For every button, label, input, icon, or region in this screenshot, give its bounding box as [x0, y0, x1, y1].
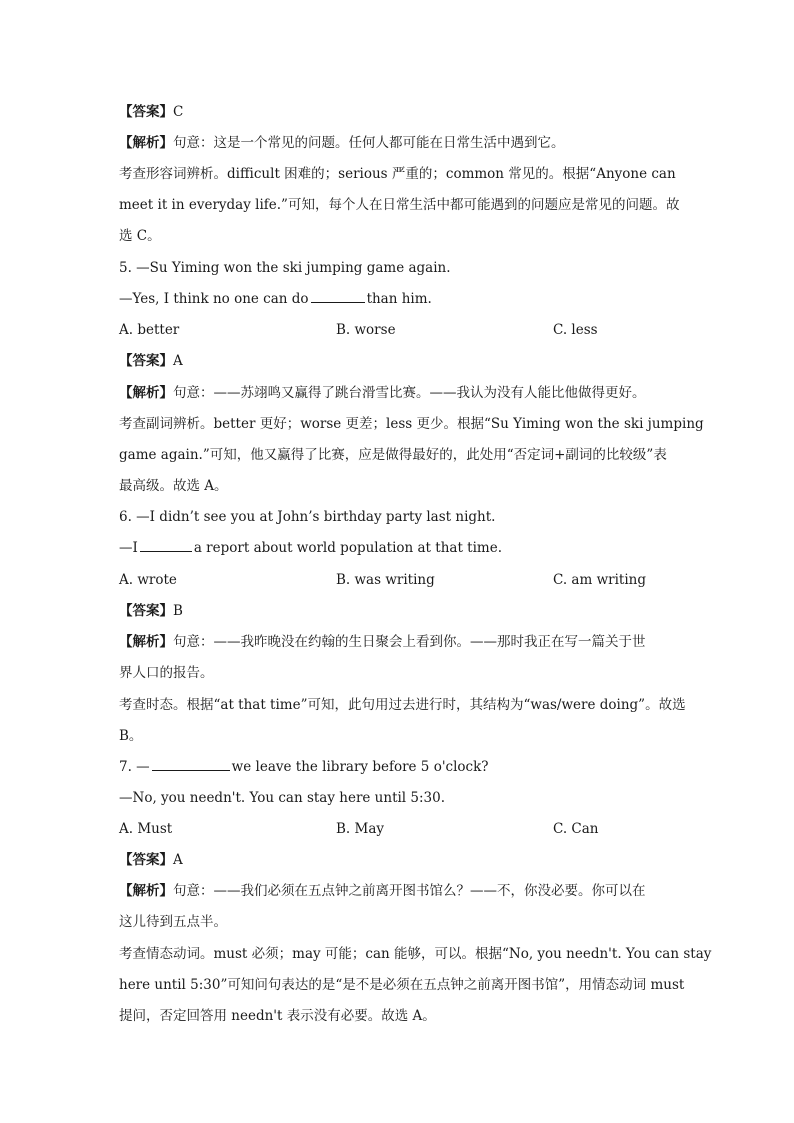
q7-analysis-line-3: 考查情态动词。must 必须；may 可能；can 能够，可以。根据“No, you needn't. You can stay	[119, 946, 712, 962]
option-b: B. was writing	[336, 572, 435, 588]
q5-stem-line-1: 5. —Su Yiming won the ski jumping game again.	[119, 260, 451, 276]
analysis-tag: 【解析】	[119, 883, 173, 899]
q7-answer	[119, 851, 679, 869]
answer-value: A	[173, 353, 183, 369]
q5-analysis-line-2: 考查副词辨析。better 更好；worse 更差；less 更少。根据“Su Yiming won the ski jumping	[119, 416, 704, 432]
option-c: C. Can	[553, 821, 599, 837]
q6-stem-line-1: 6. —I didn’t see you at John’s birthday party last night.	[119, 509, 496, 525]
stem-text: than him.	[366, 291, 432, 307]
analysis-tag: 【解析】	[119, 634, 173, 650]
stem-text: we leave the library before 5 o'clock?	[231, 759, 489, 775]
q6-answer	[119, 602, 679, 620]
q5-answer	[119, 352, 679, 370]
stem-text: —I	[119, 540, 138, 556]
option-c: C. am writing	[553, 572, 646, 588]
stem-text: —Yes, I think no one can do	[119, 291, 309, 307]
analysis-tag: 【解析】	[119, 385, 173, 401]
answer-blank	[311, 290, 365, 303]
q5-analysis-line-3: game again.”可知，他又赢得了比赛，应是做得最好的，此处用“否定词+副词的比较级”表	[119, 447, 667, 463]
answer-tag: 【答案】	[119, 353, 173, 369]
answer-value: C	[173, 104, 184, 120]
option-b: B. worse	[336, 322, 396, 338]
q6-analysis-line-1	[119, 633, 679, 651]
option-a: A. better	[119, 322, 180, 338]
analysis-tag: 【解析】	[119, 135, 173, 151]
q7-analysis-line-1	[119, 882, 679, 900]
q6-analysis-line-3: 考查时态。根据“at that time”可知，此句用过去进行时，其结构为“was/were doing”。故选	[119, 697, 686, 713]
q4-analysis-line-4: 选 C。	[119, 228, 161, 244]
answer-value: A	[173, 852, 183, 868]
answer-tag: 【答案】	[119, 852, 173, 868]
analysis-text: 句意：——我们必须在五点钟之前离开图书馆么？——不，你没必要。你可以在	[173, 883, 646, 899]
q7-analysis-line-4: here until 5:30”可知问句表达的是“是不是必须在五点钟之前离开图书馆”，用情态动词 must	[119, 977, 685, 993]
q6-stem-line-2	[119, 539, 679, 557]
q5-analysis-line-4: 最高级。故选 A。	[119, 478, 228, 494]
option-c: C. less	[553, 322, 598, 338]
q6-analysis-line-2: 界人口的报告。	[119, 665, 214, 681]
q4-analysis-line-2: 考查形容词辨析。difficult 困难的；serious 严重的；common 常见的。根据“Anyone can	[119, 166, 676, 182]
analysis-text: 句意：——我昨晚没在约翰的生日聚会上看到你。——那时我正在写一篇关于世	[173, 634, 646, 650]
option-b: B. May	[336, 821, 385, 837]
answer-value: B	[173, 603, 183, 619]
q6-analysis-line-4: B。	[119, 728, 143, 744]
q4-answer	[119, 103, 679, 121]
analysis-text: 句意：——苏翊鸣又赢得了跳台滑雪比赛。——我认为没有人能比他做得更好。	[173, 385, 646, 401]
analysis-text: 句意：这是一个常见的问题。任何人都可能在日常生活中遇到它。	[173, 135, 565, 151]
answer-tag: 【答案】	[119, 603, 173, 619]
answer-tag: 【答案】	[119, 104, 173, 120]
option-a: A. Must	[119, 821, 173, 837]
q7-stem-line-2: —No, you needn't. You can stay here until 5:30.	[119, 790, 446, 806]
q5-stem-line-2	[119, 290, 679, 308]
stem-text: 7. —	[119, 759, 150, 775]
answer-blank	[152, 758, 230, 771]
q4-analysis-line-1	[119, 134, 679, 152]
stem-text: a report about world population at that time.	[193, 540, 502, 556]
q7-analysis-line-5: 提问，否定回答用 needn't 表示没有必要。故选 A。	[119, 1008, 436, 1024]
q7-stem-line-1	[119, 758, 679, 776]
q5-analysis-line-1	[119, 384, 679, 402]
option-a: A. wrote	[119, 572, 177, 588]
q7-analysis-line-2: 这儿待到五点半。	[119, 914, 227, 930]
answer-blank	[140, 539, 192, 552]
q4-analysis-line-3: meet it in everyday life.”可知，每个人在日常生活中都可能遇到的问题应是常见的问题。故	[119, 197, 680, 213]
